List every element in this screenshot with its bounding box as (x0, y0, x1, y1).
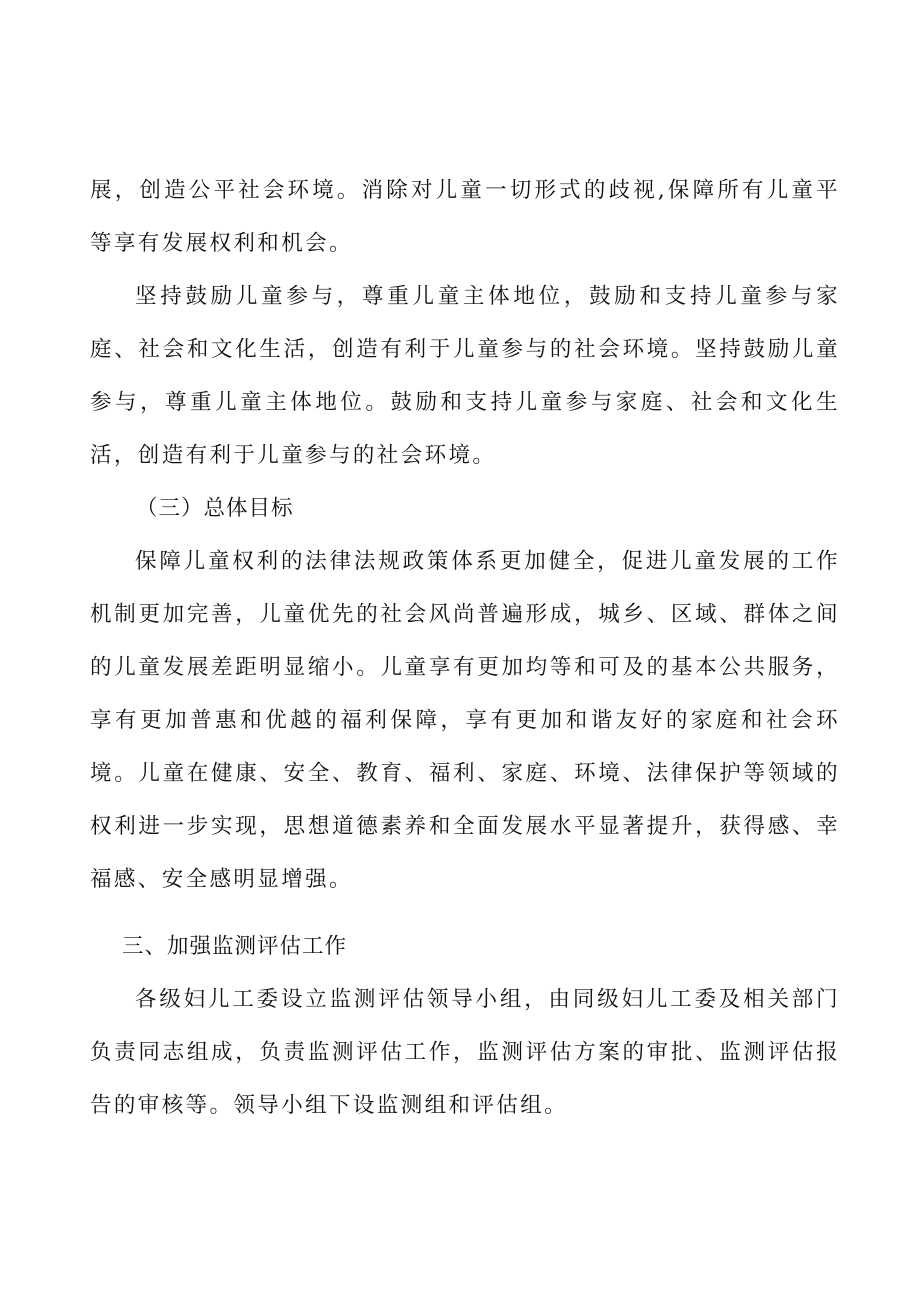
document-body (90, 164, 840, 1132)
heading-monitoring-evaluation: 三、加强监测评估工作 (122, 934, 348, 959)
paragraph-monitoring-evaluation: 各级妇儿工委设立监测评估领导小组，由同级妇儿工委及相关部门负责同志组成，负责监测评估工作，监测评估方案的审批、监测评估报告的审核等。领导小组下设监测组和评估组。 (90, 987, 840, 1118)
paragraph-overall-goals: 保障儿童权利的法律法规政策体系更加健全，促进儿童发展的工作机制更加完善，儿童优先的社会风尚普遍形成，城乡、区域、群体之间的儿童发展差距明显缩小。儿童享有更加均等和可及的基本公共服务，享有更加普惠和优越的福利保障，享有更加和谐友好的家庭和社会环境。儿童在健康、安全、教育、福利、家庭、环境、法律保护等领域的权利进一步实现，思想道德素养和全面发展水平显著提升，获得感、幸福感、安全感明显增强。 (90, 549, 840, 892)
subheading-overall-goals: （三）总体目标 (136, 496, 294, 521)
paragraph-child-participation: 坚持鼓励儿童参与，尊重儿童主体地位，鼓励和支持儿童参与家庭、社会和文化生活，创造有利于儿童参与的社会环境。坚持鼓励儿童参与，尊重儿童主体地位。鼓励和支持儿童参与家庭、社会和文化生活，创造有利于儿童参与的社会环境。 (90, 284, 840, 468)
paragraph-continuation: 展，创造公平社会环境。消除对儿童一切形式的歧视,保障所有儿童平等享有发展权利和机会。 (90, 178, 840, 256)
